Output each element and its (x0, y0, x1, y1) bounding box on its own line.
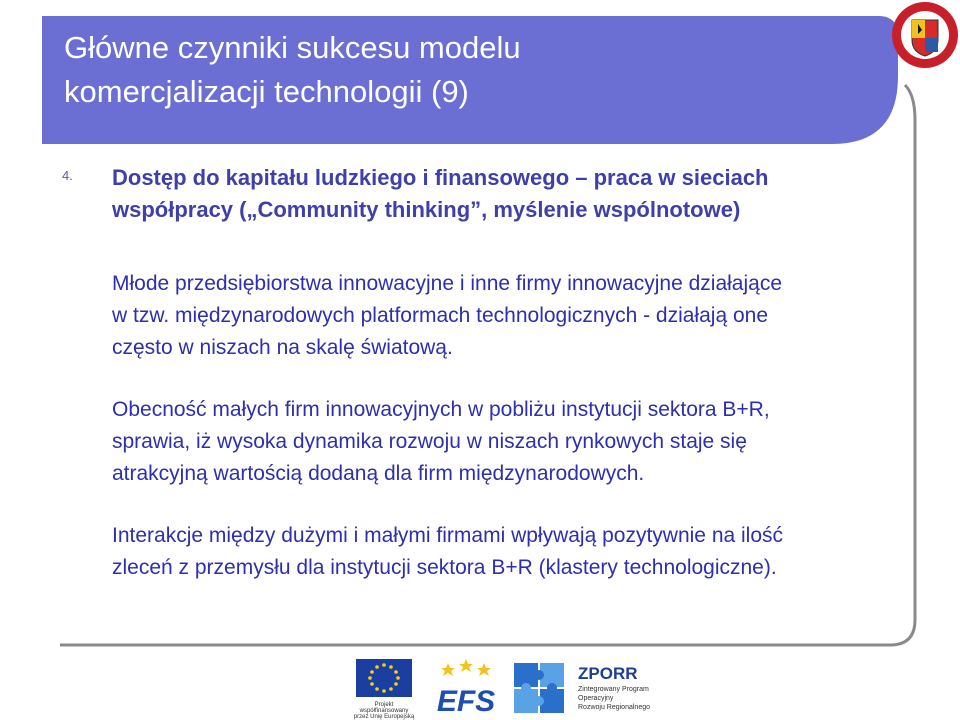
eu-flag-icon (356, 659, 412, 697)
paragraph-3-line-2: zleceń z przemysłu dla instytucji sektora B+R (klastery technologiczne). (112, 556, 777, 579)
eu-caption-3: przez Unię Europejską (353, 714, 415, 720)
paragraph-2-line-3: atrakcyjną wartością dodaną dla firm międzynarodowych. (112, 462, 645, 485)
title-banner (42, 16, 898, 144)
gliwice-seal-logo (890, 0, 960, 70)
zporr-line-2: Operacyjny (578, 695, 614, 702)
paragraph-1-line-2: w tzw. międzynarodowych platformach technologicznych - działają one (112, 304, 768, 327)
item-number: 4. (62, 168, 73, 183)
section-heading (112, 162, 872, 226)
paragraph-1-line-3: często w niszach na skalę światową. (112, 336, 453, 359)
paragraph-2 (112, 394, 902, 490)
zporr-title: ZPORR (578, 664, 638, 683)
eu-caption-1: Projekt (374, 702, 394, 708)
paragraph-1-line-1: Młode przedsiębiorstwa innowacyjne i inne firmy innowacyjne działające (112, 272, 783, 295)
puzzle-logo-icon (514, 663, 564, 713)
paragraph-3 (112, 520, 902, 584)
heading-line-1: Dostęp do kapitału ludzkiego i finansowego – praca w sieciach (112, 165, 769, 190)
paragraph-2-line-1: Obecność małych firm innowacyjnych w pobliżu instytucji sektora B+R, (112, 398, 770, 421)
zporr-line-3: Rozwoju Regionalnego (578, 704, 650, 711)
slide-title (64, 26, 808, 114)
eu-caption-2: współfinansowany (359, 708, 409, 714)
paragraph-2-line-2: sprawia, iż wysoka dynamika rozwoju w niszach rynkowych staje się (112, 430, 747, 453)
paragraph-3-line-1: Interakcje między dużymi i małymi firmami wpływają pozytywnie na ilość (112, 524, 784, 547)
title-line-2: komercjalizacji technologii (9) (64, 74, 469, 109)
efs-logo (437, 659, 495, 718)
paragraph-1 (112, 268, 902, 364)
zporr-logo (578, 664, 650, 711)
zporr-line-1: Zintegrowany Program (578, 686, 649, 693)
footer-logos (0, 655, 960, 720)
title-line-1: Główne czynniki sukcesu modelu (64, 30, 521, 65)
efs-label: EFS (436, 685, 496, 718)
heading-line-2: współpracy („Community thinking”, myślenie wspólnotowe) (112, 197, 741, 222)
